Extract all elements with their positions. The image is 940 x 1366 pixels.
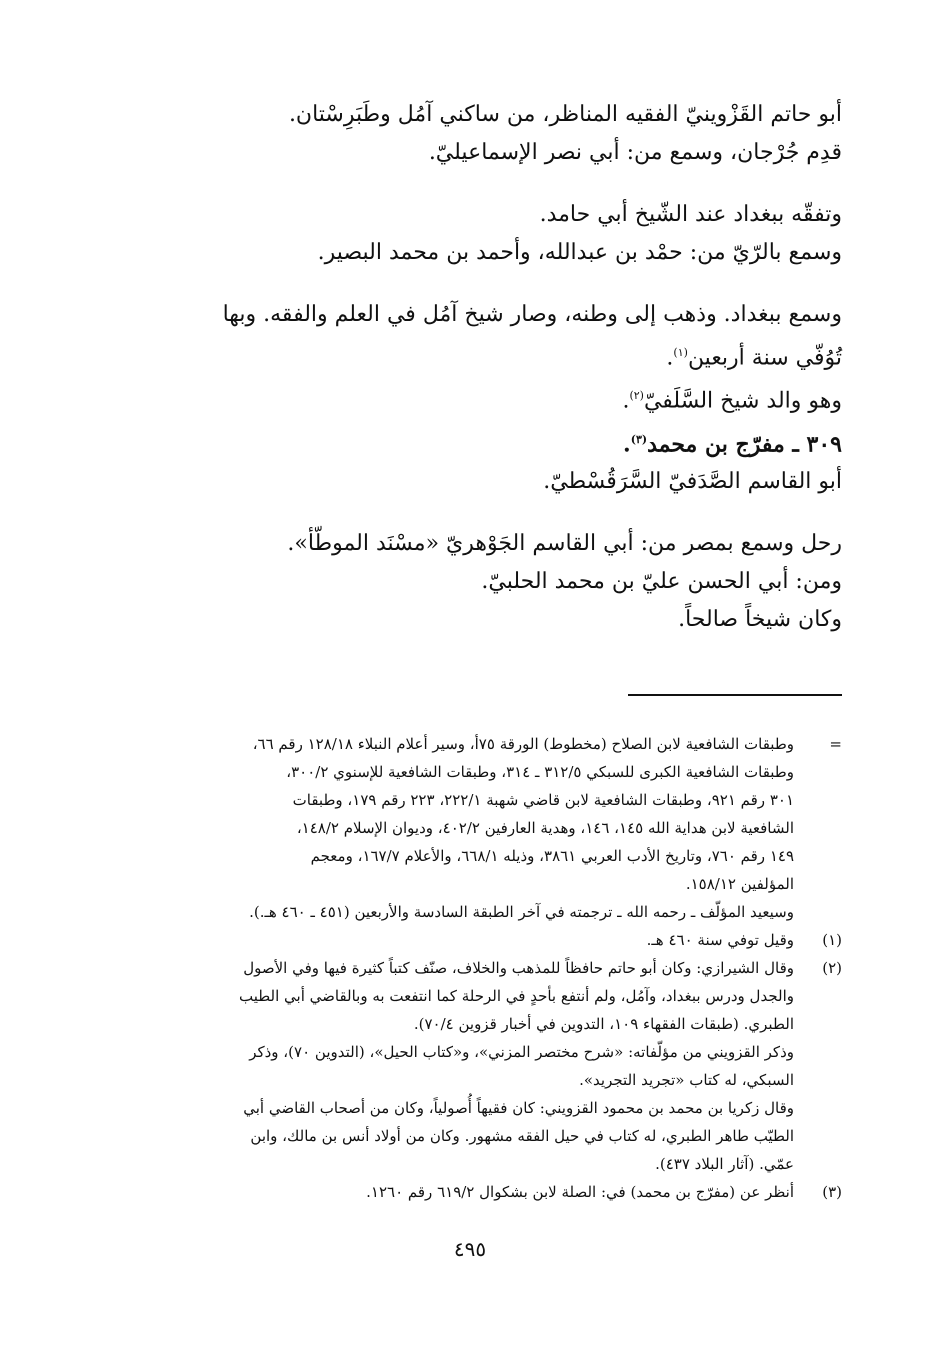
paragraph [110, 196, 842, 234]
footnote-ref: (١) [673, 346, 688, 359]
footnote [108, 926, 842, 954]
footnote-divider [628, 694, 842, 696]
footnote [108, 954, 842, 1178]
paragraph-text: وتفقّه ببغداد عند الشّيخ أبي حامد. [539, 202, 842, 227]
paragraph [110, 463, 842, 501]
paragraph-tail: . [623, 430, 631, 457]
footnote-text [108, 730, 794, 926]
paragraph-text: أبو حاتم القَزْوينيّ الفقيه المناظر، من ساكني آمُل وطَبَرِسْتان. [288, 102, 842, 127]
paragraph [110, 234, 842, 272]
page-number: ٤٩٥ [453, 1237, 487, 1261]
footnote-text [108, 1178, 794, 1206]
paragraph [110, 377, 842, 420]
footnote-line: وذكر القزويني من مؤلّفاته: «شرح مختصر المزني»، و«كتاب الحيل»، (التدوين ٧٠)، وذكر [249, 1043, 794, 1061]
footnote-line: وقال زكريا بن محمد بن محمود القزويني: كان فقيهاً أُصولياً، وكان من أصحاب القاضي أبي [243, 1099, 794, 1117]
footnote-line: وقيل توفي سنة ٤٦٠ هـ. [646, 931, 794, 949]
paragraph-text: أبو القاسم الصَّدَفيّ السَّرَقُسْطيّ. [543, 468, 842, 494]
footnote-number: (٣) [822, 1183, 842, 1201]
footnote-line: أنظر عن (مفرّج بن محمد) في: الصلة لابن بشكوال ٦١٩/٢ رقم ١٢٦٠. [366, 1183, 794, 1201]
paragraph [110, 334, 842, 377]
footnote-line: وطبقات الشافعية لابن الصلاح (مخطوط) الورقة ٧٥أ، وسير أعلام النبلاء ١٢٨/١٨ رقم ٦٦، [252, 735, 794, 753]
paragraph-text: رحل وسمع بمصر من: أبي القاسم الجَوْهريّ «مسْنَد الموطّأ». [287, 530, 842, 556]
footnote-line: ١٤٩ رقم ٧٦٠، وتاريخ الأدب العربي ٣٨٦١، وذيله ٦٦٨/١، والأعلام ١٦٧/٧، ومعجم [310, 847, 794, 865]
footnote-line: وسيعيد المؤلّف ـ رحمه الله ـ ترجمته في آخر الطبقة السادسة والأربعين (٤٥١ ـ ٤٦٠ هـ.). [249, 903, 794, 921]
main-text [110, 96, 842, 639]
paragraph [110, 296, 842, 334]
footnote-ref: (٢) [629, 389, 644, 403]
paragraph-text: قدِم جُرْجان، وسمع من: أبي نصر الإسماعيليّ. [428, 140, 842, 165]
paragraph-text: ٣٠٩ ـ مفرّج بن محمد [647, 430, 842, 457]
footnote-line: وطبقات الشافعية الكبرى للسبكي ٣١٢/٥ ـ ٣١٤، وطبقات الشافعية للإسنوي ٣٠٠/٢، [286, 763, 794, 781]
paragraph [110, 601, 842, 639]
footnote-line: ٣٠١ رقم ٩٢١، وطبقات الشافعية لابن قاضي شهبة ٢٢٢/١، ٢٢٣ رقم ١٧٩، وطبقات [292, 791, 794, 809]
footnote-text [108, 926, 794, 954]
footnote-line: المؤلفين ١٥٨/١٢. [685, 875, 794, 893]
footnote-line: والجدل ودرس ببغداد، وآمُل، ولم أنتفع بأحدٍ في الرحلة كما انتفعت به وبالقاضي أبي الطيب [238, 987, 794, 1005]
footnote-line: عمّي. (آثار البلاد ٤٣٧). [655, 1155, 794, 1173]
footnote-line: وقال الشيرازي: وكان أبو حاتم حافظاً للمذهب والخلاف، صنّف كتباً كثيرة فيها وفي الأصول [243, 959, 794, 977]
footnote-number: (٢) [822, 959, 842, 977]
paragraph-tail: . [666, 345, 674, 371]
paragraph-tail: . [622, 388, 630, 414]
paragraph-text: وكان شيخاً صالحاً. [678, 606, 842, 632]
paragraph [110, 96, 842, 134]
footnote-ref: (٣) [630, 432, 648, 446]
paragraph [110, 525, 842, 563]
footnote-text [108, 954, 794, 1178]
footnotes [108, 730, 842, 1206]
paragraph-text: وسمع بالرّيّ من: حمْد بن عبدالله، وأحمد بن محمد البصير. [317, 240, 842, 265]
footnote-number: = [829, 735, 842, 753]
footnote-line: الطيّب طاهر الطبري، له كتاب في حيل الفقه مشهور. وكان من أولاد أنس بن مالك، وابن [250, 1127, 794, 1145]
paragraph-text: ومن: أبي الحسن عليّ بن محمد الحلبيّ. [481, 568, 842, 594]
footnote [108, 730, 842, 926]
footnote-line: السبكي، له كتاب «تجريد التجريد». [579, 1071, 794, 1089]
footnote-line: الشافعية لابن هداية الله ١٤٥، ١٤٦، وهدية العارفين ٤٠٢/٢، وديوان الإسلام ١٤٨/٢، [296, 819, 794, 837]
paragraph-text: تُوُفّي سنة أربعين [687, 345, 842, 371]
paragraph [110, 134, 842, 172]
footnote [108, 1178, 842, 1206]
footnote-number: (١) [822, 931, 842, 949]
paragraph-text: وسمع ببغداد. وذهب إلى وطنه، وصار شيخ آمُل في العلم والفقه. وبها [222, 302, 842, 327]
paragraph [110, 563, 842, 601]
entry-heading [110, 421, 842, 463]
paragraph-text: وهو والد شيخ السَّلَفيّ [643, 388, 842, 414]
footnote-line: الطبري. (طبقات الفقهاء ١٠٩، التدوين في أخبار قزوين ٧٠/٤). [413, 1015, 794, 1033]
